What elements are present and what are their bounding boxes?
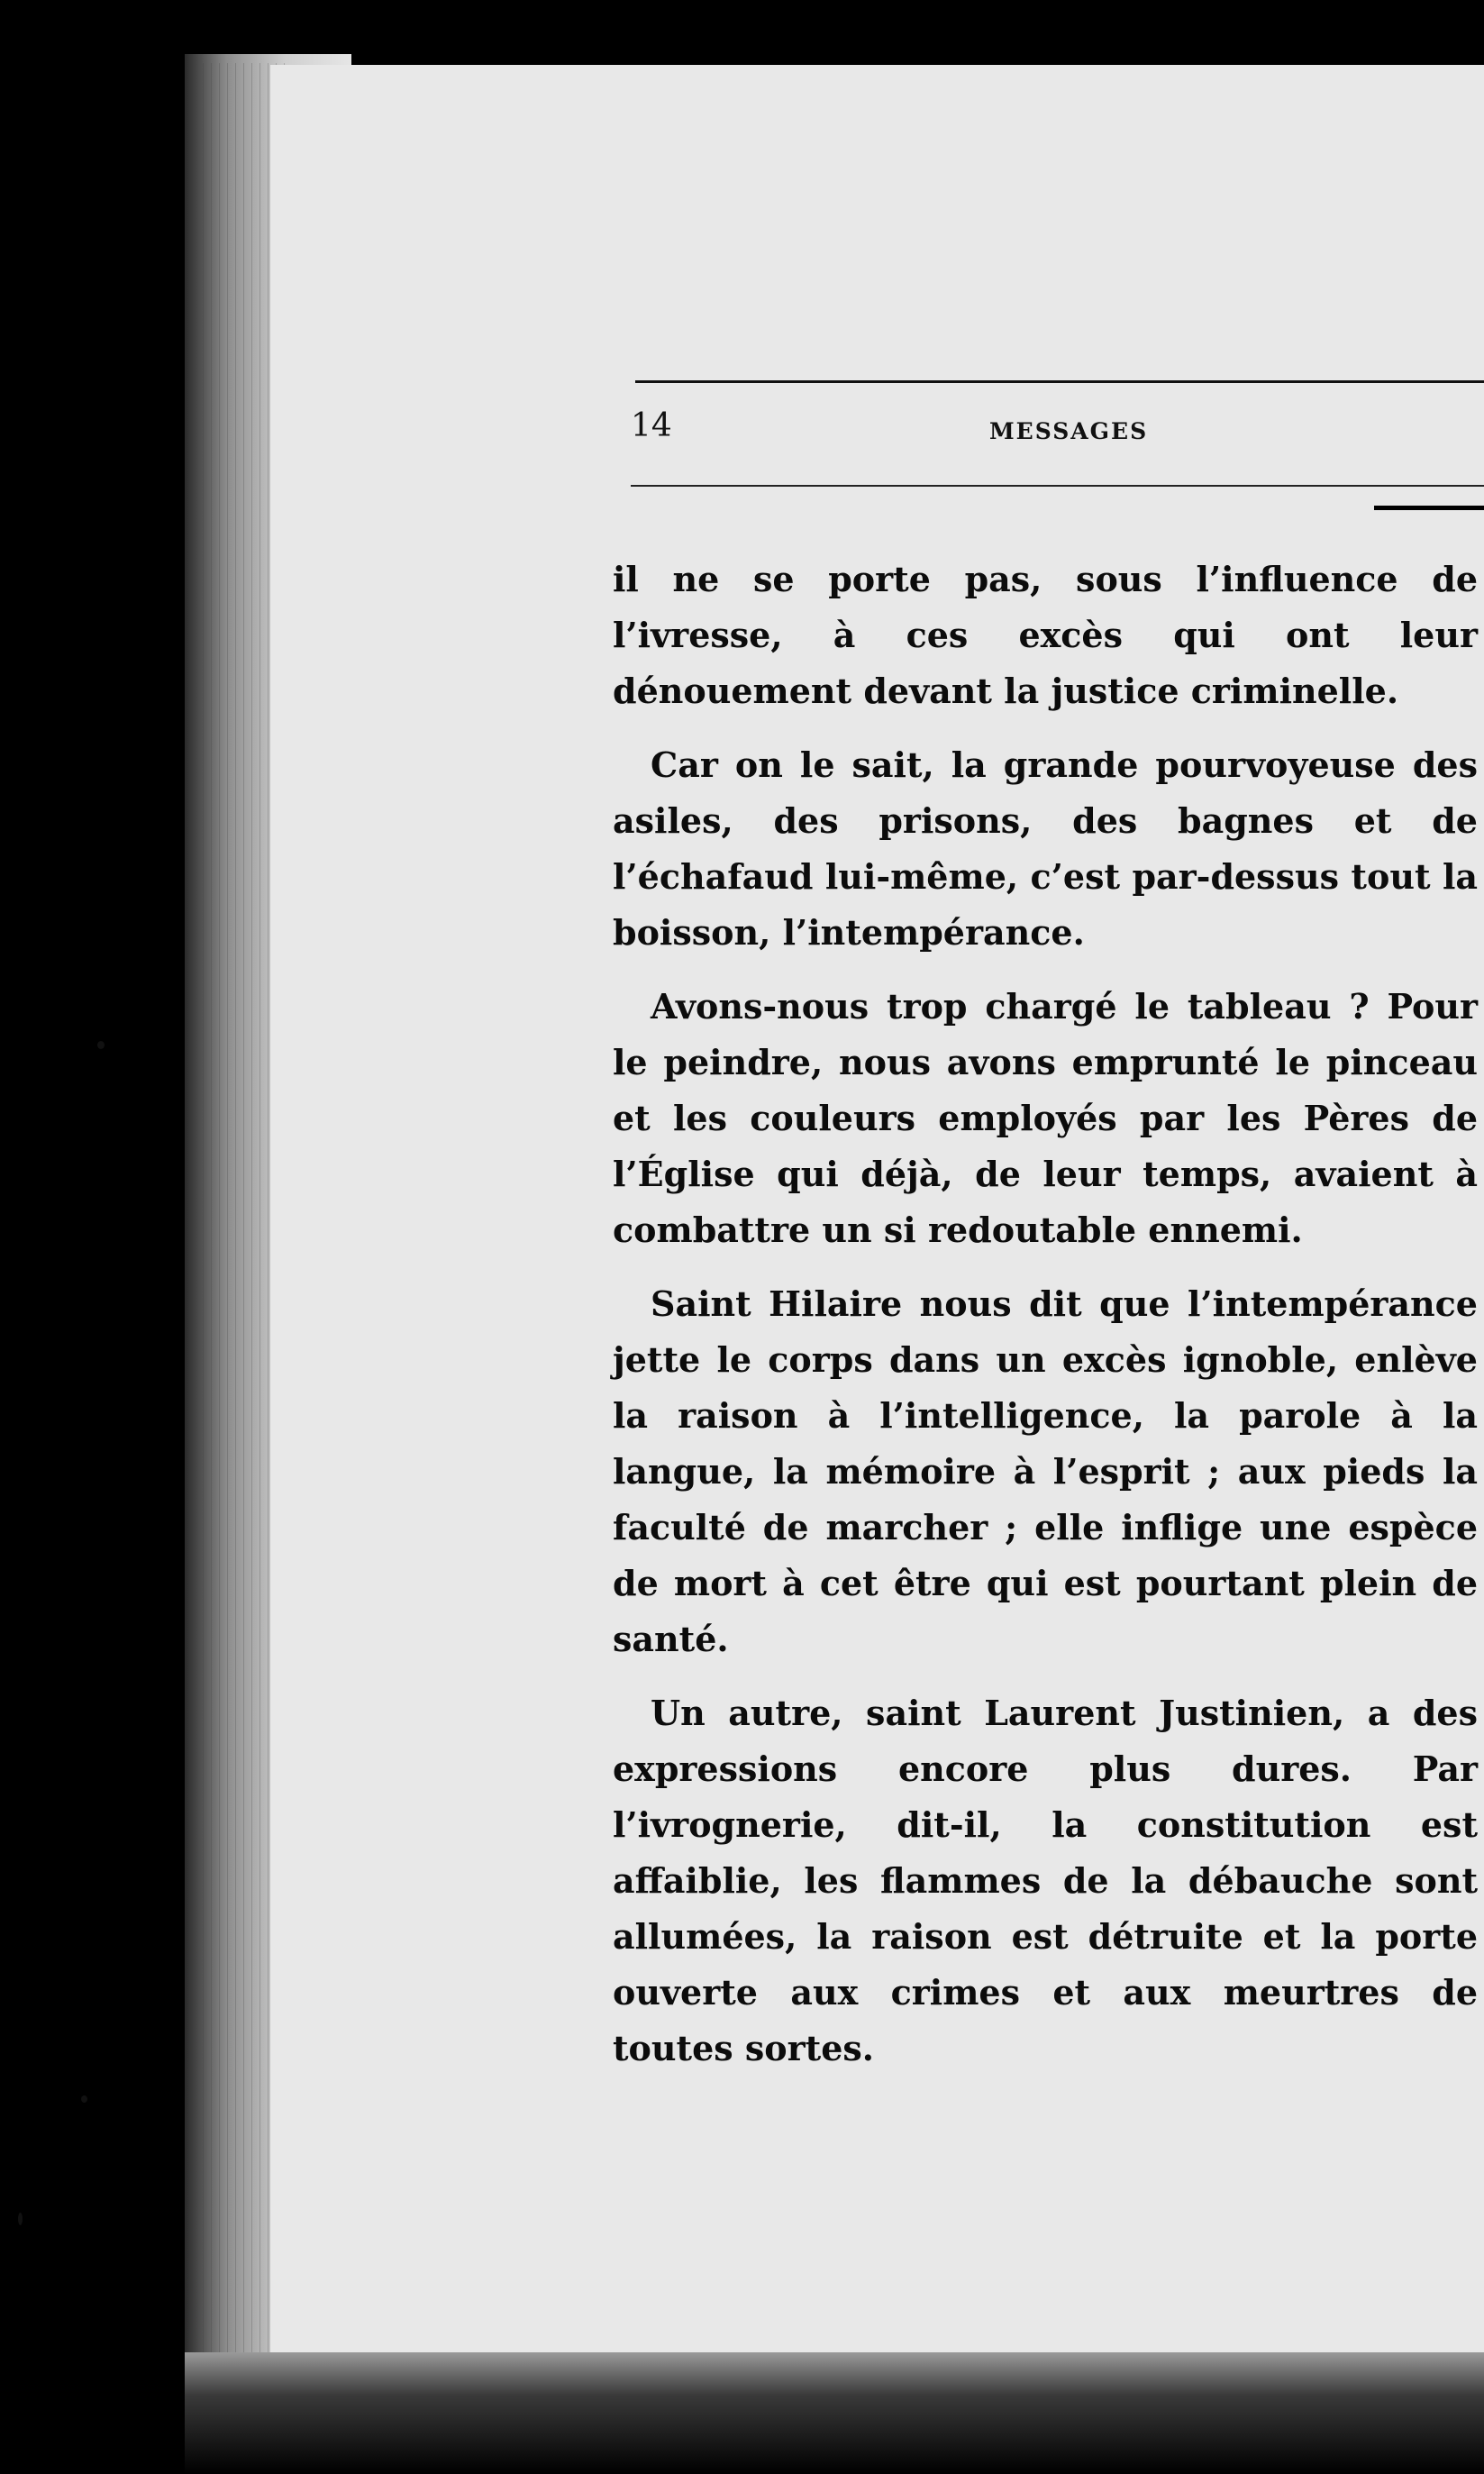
- running-header: [631, 407, 1484, 461]
- header-rule-accent: [1374, 506, 1484, 510]
- paragraph: Un autre, saint Laurent Justinien, a des expressions encore plus dures. Par l’ivrognerie, dit-il, la constitution est affaiblie, les flammes de la débauche sont allumées, la raison est détruite et la porte ouverte aux crimes et aux meurtres de toutes sortes.: [613, 1693, 1478, 2068]
- paragraph: Saint Hilaire nous dit que l’intempérance jette le corps dans un excès ignoble, enlève la raison à l’intelligence, la parole à la langue, la mémoire à l’esprit ; aux pieds la faculté de marcher ; elle inflige une espèce de mort à cet être qui est pourtant plein de santé.: [613, 1283, 1478, 1659]
- running-title: MESSAGES: [989, 418, 1149, 444]
- paragraph: Avons-nous trop chargé le tableau ? Pour le peindre, nous avons emprunté le pinceau et les couleurs employés par les Pères de l’Église qui déjà, de leur temps, avaient à combattre un si redoutable ennemi.: [613, 986, 1478, 1250]
- page-number: 14: [631, 407, 672, 444]
- header-rule-top: [635, 380, 1484, 383]
- body-text: [613, 552, 1478, 2095]
- paragraph: Car on le sait, la grande pourvoyeuse des asiles, des prisons, des bagnes et de l’échafaud lui-même, c’est par-dessus tout la boisson, l’intempérance.: [613, 744, 1478, 953]
- header-rule-bottom: [631, 485, 1484, 487]
- paragraph: il ne se porte pas, sous l’influence de l’ivresse, à ces excès qui ont leur dénouement devant la justice criminelle.: [613, 559, 1478, 711]
- scan-speck: [97, 1041, 105, 1049]
- scan-speck: [18, 2213, 23, 2225]
- page-bottom-shadow: [185, 2352, 1484, 2474]
- scan-speck: [81, 2095, 87, 2103]
